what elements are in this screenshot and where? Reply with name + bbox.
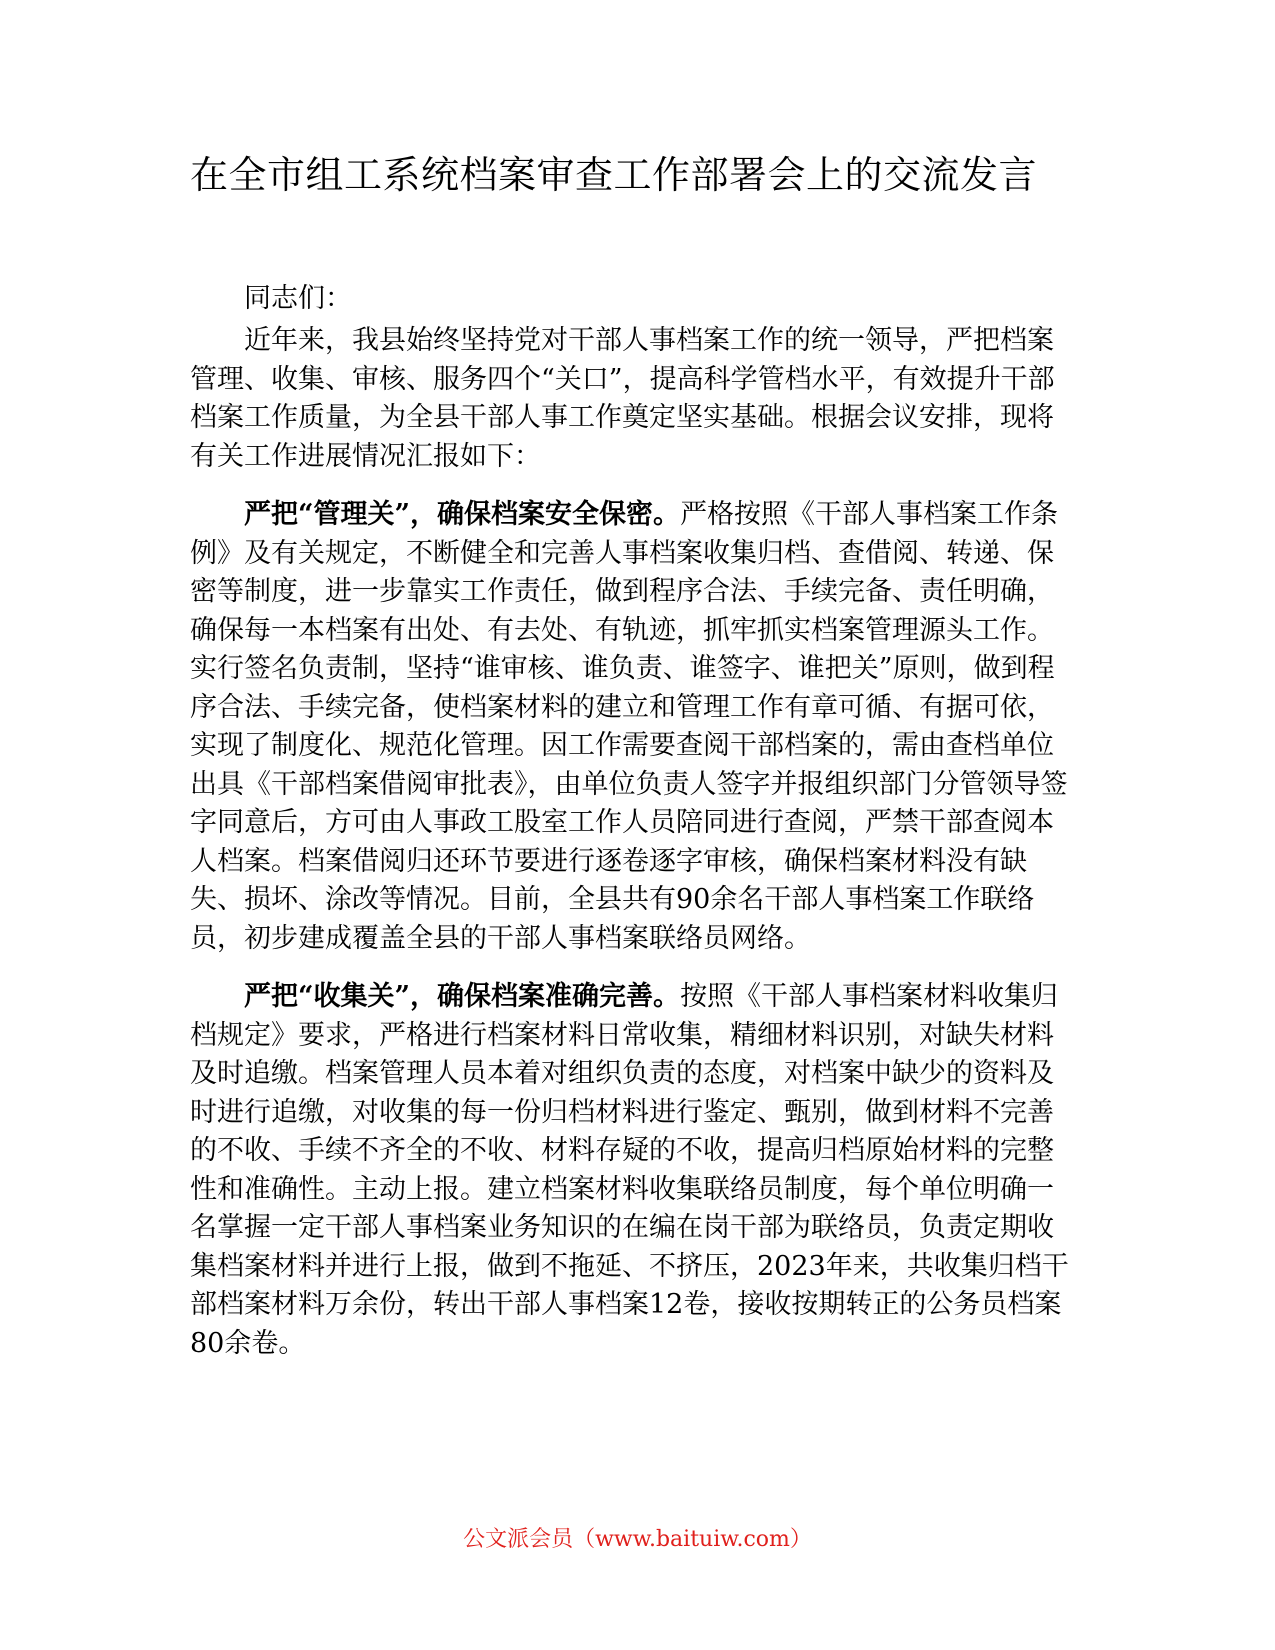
document-title: 在全市组工系统档案审查工作部署会上的交流发言 [190,153,1038,197]
paragraph-collection [190,978,1080,1363]
paragraph-management [190,496,1080,958]
paragraph-text: 严格按照《干部人事档案工作条例》及有关规定，不断健全和完善人事档案收集归档、查借阅、转递、保密等制度，进一步靠实工作责任，做到程序合法、手续完备、责任明确，确保每一本档案有出处、有去处、有轨迹，抓牢抓实档案管理源头工作。实行签名负责制，坚持“谁审核、谁负责、谁签字、谁把关”原则，做到程序合法、手续完备，使档案材料的建立和管理工作有章可循、有据可依，实现了制度化、规范化管理。因工作需要查阅干部档案的，需由查档单位出具《干部档案借阅审批表》，由单位负责人签字并报组织部门分管领导签字同意后，方可由人事政工股室工作人员陪同进行查阅，严禁干部查阅本人档案。档案借阅归还环节要进行逐卷逐字审核，确保档案材料没有缺失、损坏、涂改等情况。目前，全县共有90余名干部人事档案工作联络员，初步建成覆盖全县的干部人事档案联络员网络。 [190,499,1068,954]
paragraph-lead: 严把“收集关”，确保档案准确完善。 [244,981,681,1012]
document-body [190,322,1080,1383]
paragraph-text: 近年来，我县始终坚持党对干部人事档案工作的统一领导，严把档案管理、收集、审核、服务四个“关口”，提高科学管档水平，有效提升干部档案工作质量，为全县干部人事工作奠定坚实基础。根据会议安排，现将有关工作进展情况汇报如下： [190,325,1055,472]
paragraph-intro [190,322,1080,476]
greeting: 同志们： [244,283,352,314]
paragraph-text: 按照《干部人事档案材料收集归档规定》要求，严格进行档案材料日常收集，精细材料识别，对缺失材料及时追缴。档案管理人员本着对组织负责的态度，对档案中缺少的资料及时进行追缴，对收集的每一份归档材料进行鉴定、甄别，做到材料不完善的不收、手续不齐全的不收、材料存疑的不收，提高归档原始材料的完整性和准确性。主动上报。建立档案材料收集联络员制度，每个单位明确一名掌握一定干部人事档案业务知识的在编在岗干部为联络员，负责定期收集档案材料并进行上报，做到不拖延、不挤压，2023年来，共收集归档干部档案材料万余份，转出干部人事档案12卷，接收按期转正的公务员档案80余卷。 [190,981,1069,1359]
footer-watermark: 公文派会员（www.baituiw.com） [463,1527,812,1552]
paragraph-lead: 严把“管理关”，确保档案安全保密。 [244,499,681,530]
